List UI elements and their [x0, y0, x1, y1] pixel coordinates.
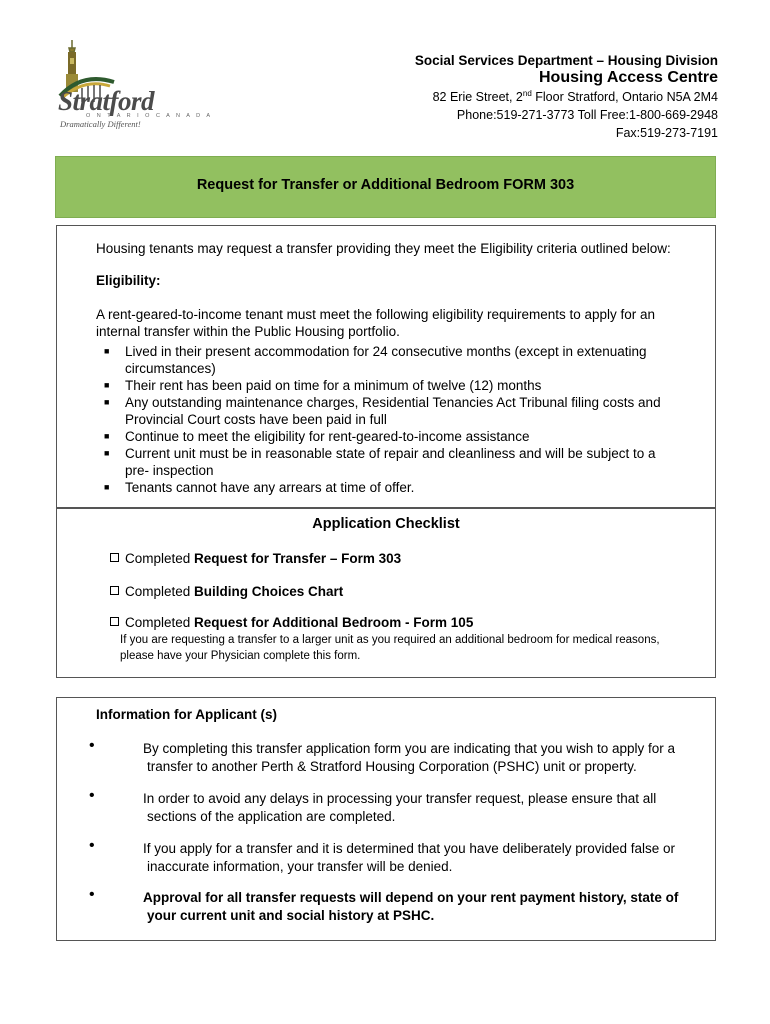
list-item: In order to avoid any delays in processing your transfer request, please ensure that all sections of the application are completed.	[143, 791, 657, 824]
eligibility-heading: Eligibility:	[96, 273, 161, 288]
address: 82 Erie Street, 2nd Floor Stratford, Ontario N5A 2M4	[432, 88, 718, 104]
list-item: Approval for all transfer requests will depend on your rent payment history, state of your current unit and social history at PSHC.	[143, 890, 679, 923]
checkbox[interactable]	[110, 617, 119, 626]
list-item: If you apply for a transfer and it is determined that you have deliberately provided false or inaccurate information, your transfer will be denied.	[143, 841, 676, 874]
fax: Fax:519-273-7191	[615, 126, 718, 140]
logo-wordmark: Stratford	[58, 86, 155, 116]
checklist-item-form-105[interactable]: Completed Request for Additional Bedroom - Form 105	[110, 615, 473, 630]
checkbox[interactable]	[110, 586, 119, 595]
bullet-icon: •	[89, 787, 95, 804]
checkbox[interactable]	[110, 553, 119, 562]
bullet-icon: •	[89, 886, 95, 903]
logo-subtitle: O N T A R I O C A N A D A	[86, 113, 213, 119]
eligibility-paragraph: A rent-geared-to-income tenant must meet the following eligibility requirements to apply for an internal transfer within the Public Housing portfolio.	[96, 307, 656, 339]
eligibility-intro: Housing tenants may request a transfer providing they meet the Eligibility criteria outlined below:	[96, 241, 671, 256]
centre-name: Housing Access Centre	[538, 69, 718, 86]
list-item: By completing this transfer application form you are indicating that you wish to apply for a transfer to another Perth & Stratford Housing Corporation (PSHC) unit or property.	[143, 741, 676, 774]
checklist-note: If you are requesting a transfer to a larger unit as you required an additional bedroom for medical reasons, please have your Physician complete this form.	[120, 634, 660, 662]
checklist-item-building-chart[interactable]: Completed Building Choices Chart	[110, 584, 343, 599]
checklist-item-form-303[interactable]: Completed Request for Transfer – Form 303	[110, 551, 401, 566]
logo-tagline: Dramatically Different!	[60, 119, 141, 129]
bullet-icon: •	[89, 737, 95, 754]
form-title: Request for Transfer or Additional Bedroom FORM 303	[196, 177, 575, 193]
bullet-icon: •	[89, 837, 95, 854]
department-name: Social Services Department – Housing Division	[414, 53, 718, 68]
information-heading: Information for Applicant (s)	[96, 707, 277, 722]
phone: Phone:519-271-3773 Toll Free:1-800-669-2948	[456, 108, 718, 122]
checklist-heading: Application Checklist	[312, 516, 460, 532]
